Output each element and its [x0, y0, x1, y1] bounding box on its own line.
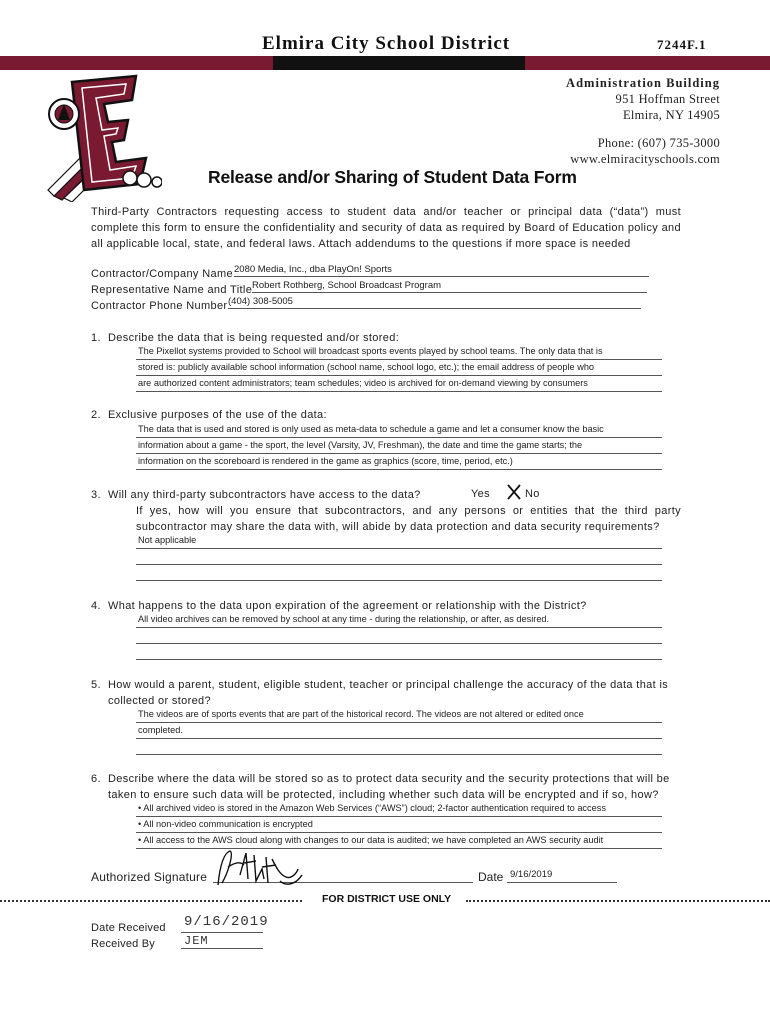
- received-by-value[interactable]: JEM: [184, 934, 209, 948]
- answer-line[interactable]: The videos are of sports events that are part of the historical record. The videos are not altered or edited once: [136, 708, 662, 723]
- question-number: 1.: [91, 332, 101, 344]
- question-2: [91, 407, 681, 423]
- question-3-followup: If yes, how will you ensure that subcontractors, and any persons or entities that the third party subcontractor may share the data with, will abide by data protection and data security requirements?: [136, 505, 681, 533]
- question-text-continued: taken to ensure such data will be protected, including whether such data will be encrypted and if so, how?: [108, 789, 659, 801]
- header-band-dark: [273, 56, 525, 70]
- answer-line[interactable]: [136, 550, 662, 565]
- phone-row: [91, 296, 293, 312]
- answer-line[interactable]: are authorized content administrators; team schedules; video is archived for on-demand viewing by consumers: [136, 377, 662, 392]
- question-text: What happens to the data upon expiration of the agreement or relationship with the District?: [108, 600, 587, 612]
- signature-label: Authorized Signature: [91, 870, 208, 884]
- question-text: Exclusive purposes of the use of the data:: [108, 409, 327, 421]
- answer-line[interactable]: • All archived video is stored in the Amazon Web Services (“AWS”) cloud; 2-factor authentication required to access: [136, 802, 662, 817]
- received-by-label: Received By: [91, 938, 155, 950]
- question-number: 5.: [91, 679, 101, 691]
- answer-line[interactable]: • All access to the AWS cloud along with changes to our data is audited; we have completed an AWS security audit: [136, 834, 662, 849]
- no-option[interactable]: No: [525, 488, 540, 500]
- website: www.elmiracityschools.com: [570, 152, 720, 166]
- representative-field[interactable]: Robert Rothberg, School Broadcast Program: [252, 280, 647, 293]
- question-text: How would a parent, student, eligible student, teacher or principal challenge the accuracy of the data that is: [108, 679, 669, 691]
- building-name: Administration Building: [566, 76, 720, 90]
- company-label: Contractor/Company Name: [91, 268, 233, 280]
- date-received-label: Date Received: [91, 922, 166, 934]
- company-field[interactable]: 2080 Media, Inc., dba PlayOn! Sports: [234, 264, 649, 277]
- question-number: 2.: [91, 409, 101, 421]
- answer-line[interactable]: information on the scoreboard is rendered in the game as graphics (score, time, period, etc.): [136, 455, 662, 470]
- no-checkmark-icon[interactable]: [507, 484, 521, 500]
- question-6: [91, 771, 681, 803]
- yes-option[interactable]: Yes: [471, 488, 490, 500]
- representative-row: [91, 280, 442, 296]
- question-4: [91, 598, 681, 614]
- company-row: [91, 264, 392, 280]
- phone-number: Phone: (607) 735-3000: [597, 136, 720, 150]
- question-number: 4.: [91, 600, 101, 612]
- phone-field[interactable]: (404) 308-5005: [228, 296, 641, 309]
- answer-line[interactable]: • All non-video communication is encrypted: [136, 818, 662, 833]
- signature-date-label: Date: [478, 870, 504, 884]
- received-by-line: [181, 948, 263, 949]
- answer-line[interactable]: The data that is used and stored is only used as meta-data to schedule a game and let a consumer know the basic: [136, 423, 662, 438]
- phone-label: Contractor Phone Number: [91, 300, 228, 312]
- question-text-continued: collected or stored?: [108, 695, 211, 707]
- answer-line[interactable]: The Pixellot systems provided to School will broadcast sports events played by school teams. The only data that is: [136, 345, 662, 360]
- answer-line[interactable]: [136, 645, 662, 660]
- answer-line[interactable]: [136, 740, 662, 755]
- question-5: [91, 677, 681, 709]
- answer-line[interactable]: All video archives can be removed by school at any time - during the relationship, or after, as desired.: [136, 613, 662, 628]
- question-number: 6.: [91, 773, 101, 785]
- question-text: Describe the data that is being requested and/or stored:: [108, 332, 400, 344]
- question-number: 3.: [91, 489, 101, 501]
- answer-line[interactable]: stored is: publicly available school information (school name, school logo, etc.); the email address of people who: [136, 361, 662, 376]
- city-address: Elmira, NY 14905: [622, 108, 720, 122]
- intro-paragraph: Third-Party Contractors requesting access to student data and/or teacher or principal data (“data”) must complete this form to ensure the confidentiality and security of data as required by Board of Education policy and all applicable local, state, and federal laws. Attach addendums to the questions if more space is needed: [91, 206, 681, 250]
- answer-line[interactable]: completed.: [136, 724, 662, 739]
- date-received-line: [181, 932, 263, 933]
- question-text: Describe where the data will be stored so as to protect data security and the security protections that will be: [108, 773, 670, 785]
- signature-date-line[interactable]: [507, 882, 617, 883]
- street-address: 951 Hoffman Street: [615, 92, 720, 106]
- answer-line[interactable]: [136, 566, 662, 581]
- divider-right: [466, 900, 770, 902]
- handwritten-signature: [210, 845, 310, 895]
- district-logo: [44, 74, 162, 202]
- address-block: [566, 75, 720, 167]
- signature-date-value[interactable]: 9/16/2019: [510, 869, 553, 880]
- district-name: Elmira City School District: [262, 33, 511, 54]
- question-1: [91, 330, 681, 346]
- date-received-value[interactable]: 9/16/2019: [184, 914, 269, 930]
- divider-left: [0, 900, 302, 902]
- question-text: Will any third-party subcontractors have access to the data?: [108, 489, 421, 501]
- form-title: Release and/or Sharing of Student Data Form: [208, 167, 577, 187]
- district-use-heading: FOR DISTRICT USE ONLY: [322, 893, 452, 905]
- answer-line[interactable]: information about a game - the sport, the level (Varsity, JV, Freshman), the date and time the game starts; the: [136, 439, 662, 454]
- answer-line[interactable]: Not applicable: [136, 534, 662, 549]
- answer-line[interactable]: [136, 629, 662, 644]
- question-3: [91, 487, 681, 503]
- representative-label: Representative Name and Title: [91, 284, 253, 296]
- form-code: 7244F.1: [657, 37, 707, 52]
